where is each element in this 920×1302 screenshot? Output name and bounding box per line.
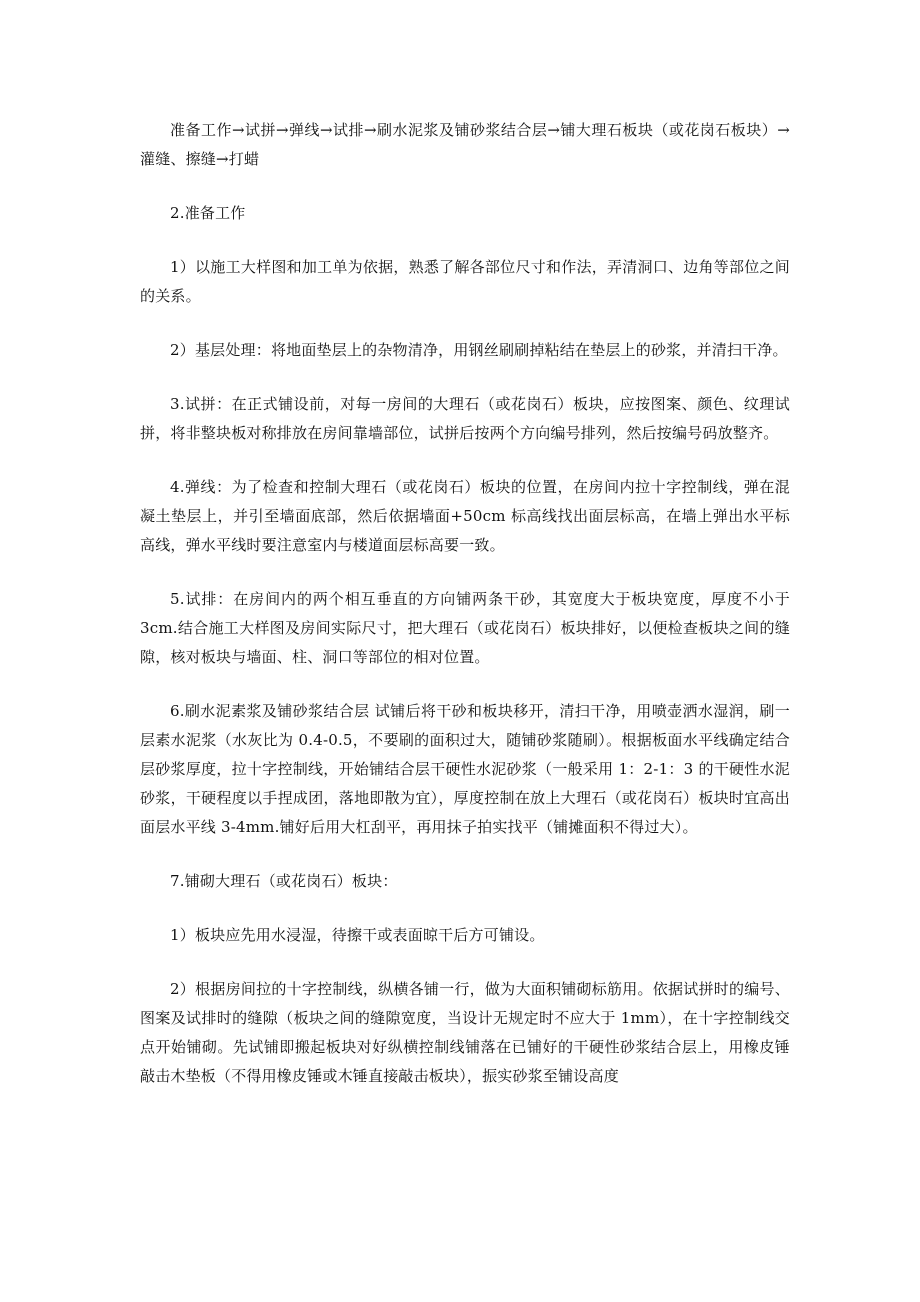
paragraph-laying-item-2: 2）根据房间拉的十字控制线，纵横各铺一行，做为大面积铺砌标筋用。依据试拼时的编号、图案及试排时的缝隙（板块之间的缝隙宽度，当设计无规定时不应大于 1mm），在十字控制线交点开始铺砌。先试铺即搬起板块对好纵横控制线铺落在已铺好的干硬性砂浆结合层上，用橡皮锤敲击木垫板（不得用橡皮锤或木锤直接敲击板块），振实砂浆至铺设高度 — [140, 980, 790, 1085]
document-page — [140, 116, 790, 1116]
paragraph-laying-item-1: 1）板块应先用水浸湿，待擦干或表面晾干后方可铺设。 — [170, 926, 545, 944]
paragraph-cement-mortar-layer: 6.刷水泥素浆及铺砂浆结合层 试铺后将干砂和板块移开，清扫干净，用喷壶洒水湿润，刷一层素水泥浆（水灰比为 0.4-0.5，不要刷的面积过大，随铺砂浆随刷）。根据板面水平线确定结合层砂浆厚度，拉十字控制线，开始铺结合层干硬性水泥砂浆（一般采用 1：2-1：3 的干硬性水泥砂浆，干硬程度以手捏成团，落地即散为宜），厚度控制在放上大理石（或花岗石）板块时宜高出面层水平线 3-4mm.铺好后用大杠刮平，再用抹子拍实找平（铺摊面积不得过大）。 — [140, 702, 790, 836]
paragraph-process-flow: 准备工作→试拼→弹线→试排→刷水泥浆及铺砂浆结合层→铺大理石板块（或花岗石板块）→灌缝、擦缝→打蜡 — [140, 121, 790, 168]
heading-laying-slabs: 7.铺砌大理石（或花岗石）板块： — [170, 872, 398, 890]
paragraph-line-marking: 4.弹线：为了检查和控制大理石（或花岗石）板块的位置，在房间内拉十字控制线，弹在混凝土垫层上，并引至墙面底部，然后依据墙面+50cm 标高线找出面层标高，在墙上弹出水平标高线，弹水平线时要注意室内与楼道面层标高要一致。 — [140, 478, 790, 554]
paragraph-trial-layout: 5.试排：在房间内的两个相互垂直的方向铺两条干砂，其宽度大于板块宽度，厚度不小于 3cm.结合施工大样图及房间实际尺寸，把大理石（或花岗石）板块排好，以便检查板块之间的缝隙，核对板块与墙面、柱、洞口等部位的相对位置。 — [140, 590, 790, 666]
paragraph-prep-item-1: 1）以施工大样图和加工单为依据，熟悉了解各部位尺寸和作法，弄清洞口、边角等部位之间的关系。 — [140, 258, 790, 305]
heading-preparation: 2.准备工作 — [170, 204, 246, 222]
paragraph-trial-fit: 3.试拼：在正式铺设前，对每一房间的大理石（或花岗石）板块，应按图案、颜色、纹理试拼，将非整块板对称排放在房间靠墙部位，试拼后按两个方向编号排列，然后按编号码放整齐。 — [140, 395, 790, 442]
paragraph-prep-item-2: 2）基层处理：将地面垫层上的杂物清净，用钢丝刷刷掉粘结在垫层上的砂浆，并清扫干净。 — [170, 341, 788, 359]
